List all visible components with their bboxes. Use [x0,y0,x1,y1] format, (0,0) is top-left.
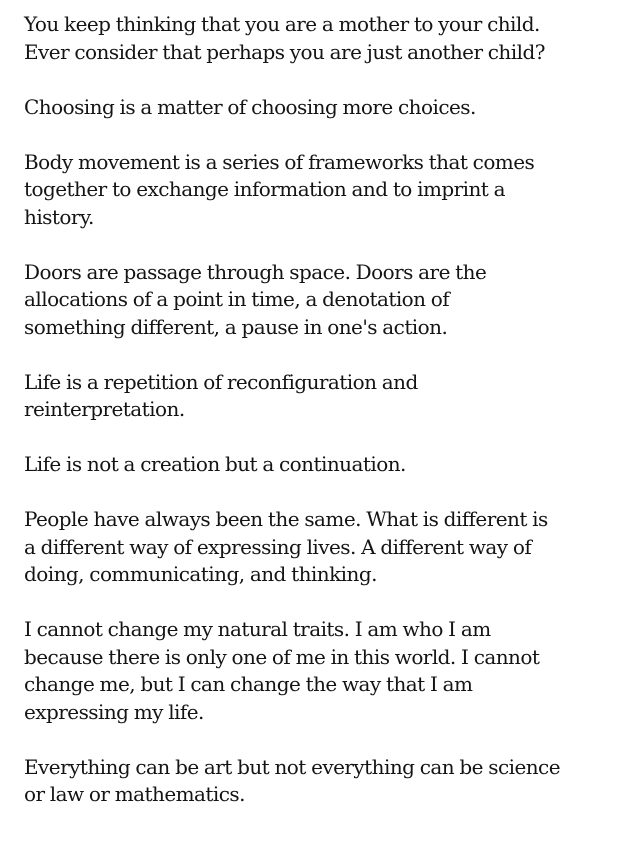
paragraph-doors [24,259,620,342]
text-line: Ever consider that perhaps you are just another child? [24,39,545,64]
text-line: Everything can be art but not everything can be science [24,754,560,779]
text-line: Doors are passage through space. Doors are the [24,259,487,284]
text-line: reinterpretation. [24,397,185,421]
text-line: a different way of expressing lives. A different way of [24,534,532,559]
text-line: because there is only one of me in this world. I cannot [24,644,540,669]
paragraph-life-continuation [24,451,620,479]
text-line: allocations of a point in time, a denotation of [24,287,450,311]
text-line: or law or mathematics. [24,782,245,806]
text-line: People have always been the same. What is different is [24,507,548,531]
text-document [24,11,620,836]
text-line: Choosing is a matter of choosing more choices. [24,94,476,119]
text-line: I cannot change my natural traits. I am who I am [24,617,491,641]
text-line: change me, but I can change the way that I am [24,672,473,696]
text-line: expressing my life. [24,699,204,724]
paragraph-everything-art [24,754,620,809]
paragraph-mother-child [24,11,620,66]
text-line: together to exchange information and to imprint a [24,177,505,201]
text-line: You keep thinking that you are a mother to your child. [24,12,540,36]
text-line: something different, a pause in one's action. [24,314,448,339]
paragraph-life-repetition [24,369,620,424]
text-line: Life is a repetition of reconfiguration and [24,369,418,394]
paragraph-body-movement [24,149,620,232]
text-line: doing, communicating, and thinking. [24,562,377,586]
paragraph-natural-traits [24,616,620,726]
text-line: Life is not a creation but a continuation. [24,452,406,476]
text-line: Body movement is a series of frameworks that comes [24,149,535,174]
paragraph-choosing [24,94,620,122]
text-line: history. [24,204,94,229]
paragraph-people-same [24,506,620,589]
